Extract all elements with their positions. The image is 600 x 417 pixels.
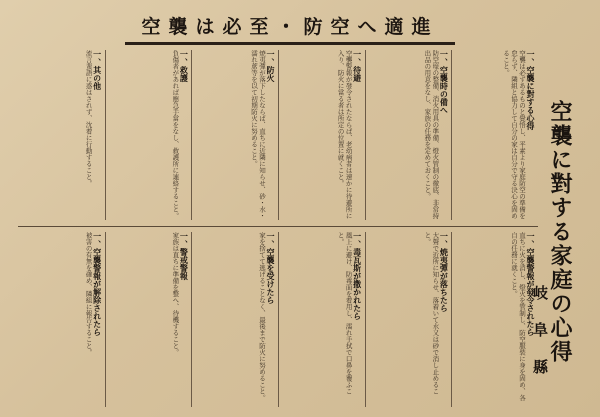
column-rule — [365, 232, 366, 407]
text-column — [369, 232, 448, 407]
text-column — [282, 232, 361, 407]
column-rule — [278, 232, 279, 407]
text-column — [455, 232, 534, 407]
text-column — [22, 50, 101, 220]
section-text: 空襲は必ずあるものと覺悟し、平素より家庭防空の準備を怠らず、隣組と協力して自分の家は自分で守る決心を固めること。 — [501, 50, 526, 219]
section-text: 家族は直ちに準備を整へ、待機すること。 — [171, 232, 180, 356]
section-heading: 一、焼夷彈が落ちたら — [439, 232, 449, 312]
section-text: 空襲警報が發令されたならば、老幼病者は速かに待避所に入り、防火に當る者は所定の位置に就くこと。 — [336, 50, 353, 219]
section-heading: 一、待避 — [352, 50, 362, 82]
section-heading: 一、空襲に對する心得 — [525, 50, 535, 130]
text-column — [455, 50, 534, 220]
section-heading: 一、空襲警報が發令されたら — [525, 232, 535, 336]
section-text: 被害の有無を確め、隣組に報告すること。 — [84, 232, 93, 356]
text-column — [22, 232, 101, 407]
column-rule — [105, 232, 106, 407]
column-rule — [278, 50, 279, 220]
section-heading: 一、防火 — [265, 50, 275, 82]
text-column — [109, 50, 188, 220]
section-heading: 一、毒瓦斯が撒かれたら — [352, 232, 362, 320]
column-rule — [191, 232, 192, 407]
column-rule — [191, 50, 192, 220]
lower-text-block — [18, 232, 538, 407]
section-text: 風上に避け、防毒面を着用し、濡れ手拭で口鼻を覆ふこと。 — [336, 232, 353, 395]
section-heading: 一、空襲警報が解除されたら — [92, 232, 102, 336]
text-column — [195, 232, 274, 407]
prefecture-label: 岐阜縣 — [531, 285, 549, 396]
section-heading: 一、警戒警報 — [179, 232, 189, 280]
upper-text-block — [18, 50, 538, 220]
text-column — [195, 50, 274, 220]
section-divider — [18, 226, 538, 227]
column-rule — [451, 50, 452, 220]
section-text: 防空壕の整備、消火用具の準備、燈火管制の徹底、非常持出品の用意をなし、家族の任務を定めておくこと。 — [423, 50, 440, 219]
banner — [120, 10, 460, 40]
section-text: 流言蜚語に惑はされず、沈着に行動すること。 — [84, 50, 93, 187]
text-column — [282, 50, 361, 220]
section-text: 大聲で近所に知らせ、落着いて水又は砂で消し止めること。 — [423, 232, 440, 395]
column-rule — [451, 232, 452, 407]
section-heading: 一、空襲時の備へ — [439, 50, 449, 114]
column-rule — [105, 50, 106, 220]
section-heading: 一、其の他 — [92, 50, 102, 90]
banner-rule — [125, 42, 455, 45]
section-text: 家を捨てて逃げることなく、最後まで防火に努めること。 — [257, 232, 266, 401]
section-text: 直ちに火を消し、燈火を管制し、防空服裝に身を固め、各自の任務に就くこと。 — [509, 232, 526, 401]
text-column — [109, 232, 188, 407]
section-text: 負傷者があれば應急手當をなし、救護所に連絡すること。 — [171, 50, 180, 219]
text-column — [369, 50, 448, 220]
column-rule — [365, 50, 366, 220]
section-heading: 一、空襲を受けたら — [265, 232, 275, 304]
page-title: 空襲に對する家庭の心得 — [547, 100, 572, 364]
section-heading: 一、救護 — [179, 50, 189, 82]
section-text: 焼夷彈が落下したならば、直ちに近隣に知らせ、砂・水・濡れ蓆等を以て初期防火に努めること。 — [249, 50, 266, 219]
banner-text: 空襲は必至・防空へ適進 — [141, 15, 439, 38]
